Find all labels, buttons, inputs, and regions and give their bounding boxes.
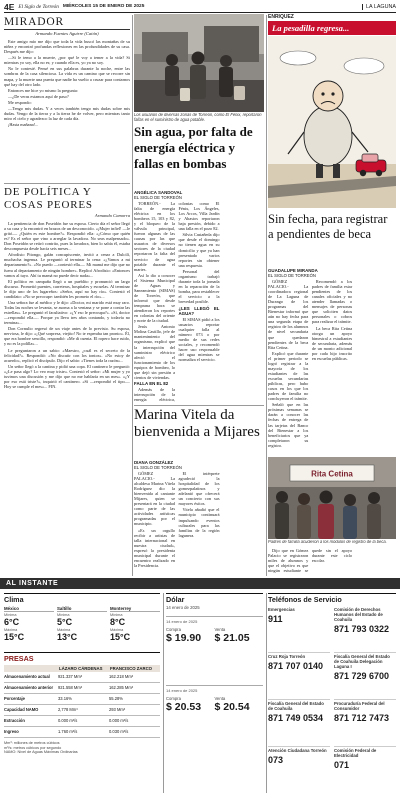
phone-entry xyxy=(268,607,330,653)
paragraph: No le contesté. Pensé en sus palabras durante la noche, entre las sombras de la casa silenciosa. La vida es un camino que se recorre sin mapa, y la muerte una puerta que nadie ha vuelto a cruzar para contarnos qué hay del otro lado. xyxy=(4,66,130,87)
note: NAMO: Nivel de Aguas Máximas Ordinarias xyxy=(4,750,78,755)
buy-value: $ 19.90 xyxy=(166,632,202,644)
weather-title: Clima xyxy=(4,593,160,604)
phone-list xyxy=(268,607,396,793)
row-label: Almacenamiento anterior xyxy=(4,685,54,690)
sell-value: $ 21.05 xyxy=(214,632,250,644)
buy-label: Compra xyxy=(166,627,181,632)
banner-text: Rita Cetina xyxy=(311,469,353,479)
water-photo-caption: Los usuarios de diversas zonas de Torreón, como El Fénix, reportaron fallas en el suministro de agua potable. xyxy=(134,113,262,122)
paragraph: El SIMAS pidió a los usuarios reportar cualquier falla al número 073 o por medio de sus redes sociales, y recomendó hacer uso responsable del agua mientras se normaliza el servicio. xyxy=(178,316,220,363)
paragraph: Le preguntaron a un sabio: «Maestro, ¿cuál es el secreto de la felicidad?». Respondió: «No discutir con los tontos». «No estoy de acuerdo», replicó el discípulo. Dijo el sabio: «Tienes toda la razón»... xyxy=(4,347,130,363)
paragraph: Jesús Antonio Molina Castillo, jefe de mantenimiento del organismo, explicó que la interrupción del suministro eléctrico afectó el funcionamiento de los equipos de bombeo, lo que dejó sin presión a cientos de viviendas. xyxy=(134,324,175,380)
paragraph: ¡Hasta mañana!... xyxy=(8,122,39,128)
section-divider xyxy=(134,405,264,406)
column-divider xyxy=(132,15,133,576)
mirador-author: Armando Fuentes Aguirre (Catón) xyxy=(35,31,99,36)
dollar-box xyxy=(166,593,263,793)
paragraph: GÓMEZ PALACIO.- La alcaldesa Marina Vitela Rodríguez dio la bienvenida al cantante Mijares, quien se presentará en la ciudad como parte de las actividades artísticas programadas por el municipio. xyxy=(134,471,175,527)
note: m³/s: metros cúbicos por segundo xyxy=(4,745,62,750)
politica-author: Armando Camorra xyxy=(94,213,130,218)
row-value: 0.030 m³/s xyxy=(109,729,129,734)
city-name: Monterrey xyxy=(110,606,160,612)
page-number: 4E xyxy=(4,1,15,12)
paragraph: El político en campaña llegó a un pueblito y pronunció un largo discurso. Prometió puentes, carreteras, hospitales y escuelas. Al terminar le dijo uno de los lugareños: «Señor, aquí no hay río». Contestó el candidato: «No se preocupe: también les prometo el río»... xyxy=(4,278,130,299)
water-body xyxy=(134,201,264,403)
phone-entry xyxy=(334,654,396,700)
beca-headline: Sin fecha, para registrar a pendientes de beca xyxy=(268,212,388,241)
max-temp: 13°C xyxy=(57,632,78,642)
phones-box xyxy=(268,593,396,793)
phone-number: 071 xyxy=(334,760,350,770)
phone-number: 073 xyxy=(268,755,284,765)
paragraph: —¿De veras estamos aquí de paso? xyxy=(8,93,69,99)
row-label: Porcentaje xyxy=(4,696,25,701)
mijares-byline xyxy=(134,460,264,470)
al-instante-bar xyxy=(0,578,400,589)
buy-value: $ 20.53 xyxy=(166,701,202,713)
paragraph: Recomendó a los padres de familia estar pendientes de los canales oficiales y no atender llamadas o mensajes de personas que soliciten datos personales o cobros para realizar el trámite. xyxy=(311,279,353,325)
phones-title: Teléfonos de Servicio xyxy=(268,593,396,604)
paragraph: Silvia Castañeda dijo que desde el domingo no tienen agua en su domicilio y que ya han presentado varios reportes sin obtener una respuesta. xyxy=(178,232,220,268)
paragraph: —Tengo mis dudas. Y a veces también tengo mis dudas sobre mis dudas. Vengo de la tierra y a la tierra he de volver, pero mientras tanto miro el cielo y agradezco la luz de cada día. xyxy=(4,106,130,122)
beca-news-photo xyxy=(268,457,396,539)
phone-number: 871 749 0534 xyxy=(268,713,324,723)
water-news-photo xyxy=(134,14,264,112)
beca-photo-caption: Padres de familia acudieron a los módulos de registro de la beca. xyxy=(268,540,387,544)
phone-number: 871 712 7473 xyxy=(334,713,390,723)
sell-label: Venta xyxy=(214,627,226,632)
city-name: México xyxy=(4,606,54,612)
phone-label: Comisión de Derechos Humanos del Estado de Coahuila xyxy=(334,607,383,622)
beca-body xyxy=(268,279,396,455)
photo-people xyxy=(165,52,233,100)
page-header xyxy=(4,1,396,13)
weather-box xyxy=(4,593,160,645)
phone-entry xyxy=(334,607,396,653)
outlet-name: EL SIGLO DE TORREÓN xyxy=(268,273,316,278)
max-temp: 15°C xyxy=(110,632,131,642)
paragraph: Una señora fue al médico y le dijo: «Doctor, mi marido está muy raro. Todas las noches se levanta, se asoma a la ventana y se pone a contar las estrellas». Le preguntó el facultativo: «¿Y eso le preocupa?». «Sí, doctor —respondió ella—. Porque ya lleva tres años contando, y todavía no termina»... xyxy=(4,299,130,326)
mirador-body xyxy=(4,39,130,180)
weather-city xyxy=(110,606,160,642)
row-value: 293 Mm³ xyxy=(109,707,126,712)
row-label: Almacenamiento actual xyxy=(4,674,50,679)
paragraph: Señaló que en las próximas semanas se darán a conocer las fechas de entrega de las tarjetas del Banco del Bienestar a los beneficiarios que ya completaron su registro. xyxy=(268,402,309,448)
author-name: ANGÉLICA SANDOVAL xyxy=(134,190,183,195)
beca-byline xyxy=(268,268,396,278)
dollar-title: Dólar xyxy=(166,593,263,604)
phone-entry xyxy=(334,748,396,793)
buy-label: Compra xyxy=(166,696,181,701)
paragraph: TORREÓN.- La falta de energía eléctrica en los bombeos 15, 103 y 82, y el bloqueo de la válvula principal, fueron algunas de las causas por las que usuarios de diversos sectores de la ciudad reportaron la falta del servicio de agua potable durante el martes. xyxy=(134,201,175,272)
rate-date: 14 enero de 2025 xyxy=(166,619,198,624)
row-value: 0.000 m³/s xyxy=(58,718,78,723)
paragraph: Entonces me hice yo mismo la pregunta: xyxy=(8,87,78,93)
section-name: LA LAGUNA xyxy=(362,4,396,10)
max-label: Máxima xyxy=(110,628,124,632)
cartoon-title: La pesadilla regresa... xyxy=(268,21,396,35)
phone-number: 871 729 6700 xyxy=(334,671,390,681)
paragraph: El intérprete agradeció la hospitalidad de los gomezpalatinos y adelantó que ofrecerá un concierto con sus mayores éxitos. xyxy=(178,471,220,507)
outlet-name: EL SIGLO DE TORREÓN xyxy=(134,465,182,470)
phone-label: Cruz Roja Torreón xyxy=(268,654,306,659)
phone-label: Procuraduría Federal del Consumidor xyxy=(334,701,385,711)
min-temp: 8°C xyxy=(110,617,126,627)
row-value: 921.558 Mm³ xyxy=(58,685,83,690)
column-divider xyxy=(163,593,164,793)
dams-title: PRESAS xyxy=(4,652,160,663)
paragraph: Este amigo mío me dijo que toda la vida buscó las montañas de su niñez y encontró profundas reflexiones en las profundidades de su casa. Después me dijo: xyxy=(4,39,130,55)
min-label: Mínima xyxy=(4,613,17,617)
table-row xyxy=(4,705,160,716)
dams-notes xyxy=(4,741,160,755)
row-value: 0.000 m³/s xyxy=(109,718,129,723)
max-temp: 15°C xyxy=(4,632,25,642)
max-label: Máxima xyxy=(57,628,71,632)
paragraph: La beca Rita Cetina otorga un apoyo bimestral a estudiantes de secundaria, además de un monto adicional por cada hijo inscrito en escuelas públicas. xyxy=(311,325,353,361)
dam-name: LÁZARO CÁRDENAS xyxy=(58,665,109,672)
photo-image xyxy=(268,457,396,539)
row-value: 162.285 Mm³ xyxy=(109,685,134,690)
dams-box xyxy=(4,652,160,793)
note: Mm³: millones de metros cúbicos xyxy=(4,741,60,745)
author-name: DIANA GONZÁLEZ xyxy=(134,460,174,465)
dams-header-blank xyxy=(4,665,58,672)
paragraph: Afrodisio Pitongo, galán concupiscente, invitó a cenar a Dulcilí, muchacha ingenua. Le preguntó al terminar la cena: «¿Vamos a mi departamento?». «No puedo —contestó ella—. Mi mamá me dijo que no fuera al departamento de ningún hombre». Replicó Afrodisio: «Entonces vamos al tuyo. Ahí tu mamá no puede decir nada»... xyxy=(4,252,130,278)
phone-number: 871 793 0322 xyxy=(334,624,390,634)
dollar-rate-block xyxy=(166,685,263,714)
paragraph: «Es un orgullo recibir a artistas de talla internacional en nuestra ciudad», expresó la presidenta municipal durante el encuentro realizado en la Presidencia. xyxy=(134,527,175,568)
min-temp: 6°C xyxy=(4,617,20,627)
min-label: Mínima xyxy=(110,613,123,617)
table-row xyxy=(4,727,160,738)
weather-cities xyxy=(4,606,160,642)
row-value: 2,778 Mm³ xyxy=(58,707,78,712)
newspaper-name: El Siglo de Torreón xyxy=(18,3,59,10)
phone-label: Comisión Federal de Electricidad xyxy=(334,748,377,758)
table-row xyxy=(4,672,160,683)
table-row xyxy=(4,694,160,705)
paragraph: La penitencia de don Poseidón fue su esposa. Cierto día el señor llegó a su casa y la encontró en brazos de un desconocido. «¡Mujer infiel! —le gritó—. ¿Quién es este hombre?». Respondió ella: «¿Cómo que quién es? Es el señor que vino a arreglar la lavadora. No seas malpensado». Don Poseidón se retiró contrito, pues la lavadora, bien lo sabía él, estaba descompuesta desde hacía seis meses... xyxy=(4,221,130,252)
phone-label: Fiscalía General del Estado de Coahuila Delegación Laguna I xyxy=(334,654,390,669)
max-label: Máxima xyxy=(4,628,18,632)
row-label: Extracción xyxy=(4,718,25,723)
row-value: 1.760 m³/s xyxy=(58,729,78,734)
rate-date: 14 enero de 2025 xyxy=(166,688,198,693)
al-instante-label: AL INSTANTE xyxy=(6,580,59,587)
column-divider xyxy=(266,593,267,793)
paragraph: Personal del organismo trabajó durante toda la jornada en la reparación de la bomba, para restablecer el servicio a la brevedad posible. xyxy=(178,268,220,305)
mijares-headline: Marina Vitela da bienvenida a Mijares xyxy=(134,407,260,440)
min-label: Mínima xyxy=(57,613,70,617)
weather-city xyxy=(4,606,54,642)
row-value: 162.218 Mm³ xyxy=(109,674,134,679)
mirador-title: MIRADOR xyxy=(4,15,130,30)
subhead: FALLA EN EL 82 xyxy=(134,381,169,387)
sell-label: Venta xyxy=(214,696,226,701)
row-value: 55.28% xyxy=(109,696,123,701)
table-row xyxy=(4,683,160,694)
photo-image xyxy=(134,14,264,112)
editorial-cartoon xyxy=(268,36,396,208)
paragraph: Don Cornulio regresó de un viaje antes de lo previsto. Su esposa, nerviosa, le dijo: «¡Qué sorpresa, viejito! No te esperaba tan pronto». Él, que era hombre sencillo, respondió: «Me di cuenta. El ropero hace ruido, y no es la polilla»... xyxy=(4,326,130,347)
phone-number: 911 xyxy=(268,614,283,624)
water-headline: Sin agua, por falta de energía eléctrica y fallas en bombas xyxy=(134,124,253,171)
phone-column-left xyxy=(268,607,330,793)
row-label: Capacidad NAMO xyxy=(4,707,39,712)
dollar-date: 14 enero de 2025 xyxy=(166,605,200,610)
beca-body-continuation xyxy=(268,548,396,575)
phone-entry xyxy=(268,748,330,793)
paragraph: Dijo que en Gómez Palacio se registraron miles de alumnos y que el objetivo es que ningún estudiante se quede sin el apoyo durante este ciclo escolar. xyxy=(268,548,353,574)
politica-body xyxy=(4,221,130,575)
row-label: Ingreso xyxy=(4,729,19,734)
min-temp: 5°C xyxy=(57,617,73,627)
city-name: Saltillo xyxy=(57,606,107,612)
water-byline xyxy=(134,190,264,200)
phone-entry xyxy=(268,654,330,700)
dollar-rate-block xyxy=(166,616,263,645)
phone-entry xyxy=(334,701,396,747)
table-row xyxy=(4,716,160,727)
cartoon-artist: ENRIQUEZ xyxy=(268,14,294,20)
paragraph: Un señor llegó a la cantina y pidió una copa. El cantinero le preguntó: «¿Le pasa algo? Lo veo muy triste». Contestó el señor: «Mi mujer y yo tuvimos una discusión y me dijo que no me hablaría en un mes». «¿Y por eso está triste?», inquirió el cantinero. «Sí —respondió el tipo—. Hoy se cumple el mes»... FIN. xyxy=(4,363,130,390)
phone-number: 871 707 0140 xyxy=(268,661,324,671)
weather-city xyxy=(57,606,107,642)
section-divider xyxy=(4,183,130,184)
paragraph: Además de la interrupción de la energía eléctrica, colonias como El Fénix, Los Ángeles, Los Arcos, Villa Jardín y Abastos reportaron baja presión, debido a una falla en el pozo 82. xyxy=(134,201,220,403)
outlet-name: EL SIGLO DE TORREÓN xyxy=(134,195,182,200)
column-divider xyxy=(266,15,267,576)
row-value: 33.16% xyxy=(58,696,72,701)
row-value: 921.337 Mm³ xyxy=(58,674,83,679)
paragraph: —Si le temo a la muerte, ¿por qué le voy a temer a la vida? Si mientras yo soy, ella no es; y cuando ella es, yo ya no soy. xyxy=(4,55,130,66)
phone-entry xyxy=(268,701,330,747)
paragraph: Me respondo: xyxy=(8,99,32,105)
paragraph: Así lo dio a conocer el Sistema Municipal de Aguas y Saneamiento (SIMAS) de Torreón, que informó que desde temprana hora se atendieron los reportes en colonias del oriente y norte de la ciudad. xyxy=(134,272,175,324)
sell-value: $ 20.54 xyxy=(214,701,250,713)
phone-label: Atención Ciudadana Torreón xyxy=(268,748,327,753)
author-name: GUADALUPE MIRANDA xyxy=(268,268,318,273)
mijares-body xyxy=(134,471,264,575)
phone-column-right xyxy=(334,607,396,793)
cartoon-illustration xyxy=(268,36,396,208)
photo-building xyxy=(204,26,259,62)
photo-building xyxy=(142,32,188,62)
subhead: ¿LES LLEGÓ EL AGUA? xyxy=(178,305,220,316)
issue-date: MIÉRCOLES 15 DE ENERO DE 2025 xyxy=(62,4,145,9)
dams-header xyxy=(4,665,160,672)
phone-label: Emergencias xyxy=(268,607,295,612)
paragraph: GÓMEZ PALACIO.- La coordinadora regional de La Laguna de Durango de los programas del Bienestar informó que aún no hay fecha para una segunda etapa de registro de los alumnos de nivel secundaria que quedaron pendientes de la beca Rita Cetina. xyxy=(268,279,309,350)
paragraph: Explicó que durante el primer periodo se logró registrar a la mayoría de los estudiantes de las escuelas secundarias públicas, pero hubo casos en los que los padres de familia no concluyeron el trámite. xyxy=(268,350,309,402)
dam-name: FRANCISCO ZARCO xyxy=(109,665,160,672)
politica-title: DE POLÍTICA Y COSAS PEORES xyxy=(4,186,93,211)
paragraph: Vitela añadió que el municipio continuará impulsando eventos culturales para las familias de la región lagunera. xyxy=(178,507,220,538)
phone-label: Fiscalía General del Estado de Coahuila xyxy=(268,701,324,711)
